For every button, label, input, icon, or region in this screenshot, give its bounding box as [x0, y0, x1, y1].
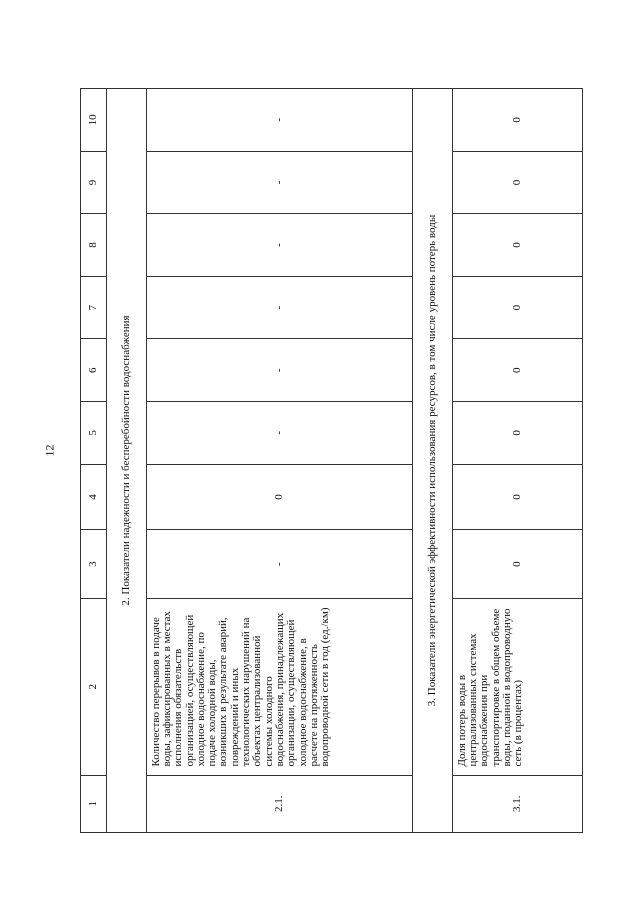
row-description: Количество перерывов в подаче воды, зафиксированных в местах исполнения обязательств организацией, осуществляющей холодное водоснабжение, по подаче холодной воды, возникших в результате аварий, повреждений и иных технологических нарушений на объектах централизованной системы холодного водоснабжения, принадлежащих организации, осуществляющей холодное водоснабжение, в расчете на протяженность водопроводной сети в год (ед./км)	[146, 599, 412, 776]
row-value: 0	[452, 339, 582, 402]
page-number: 12	[42, 444, 57, 457]
row-description: Доля потерь воды в централизованных системах водоснабжения при транспортировке в общем объеме воды, поданной в водопроводную сеть (в процентах)	[452, 599, 582, 776]
column-number-row	[81, 89, 107, 833]
row-value: 0	[452, 214, 582, 277]
row-value: 0	[452, 464, 582, 530]
row-value: -	[146, 402, 412, 465]
column-number: 6	[81, 339, 107, 402]
indicator-table-sheet	[80, 88, 583, 833]
indicator-table	[80, 88, 583, 833]
row-value: -	[146, 339, 412, 402]
column-number: 4	[81, 464, 107, 530]
table-row	[146, 89, 412, 833]
row-index: 2.1.	[146, 775, 412, 832]
row-value: -	[146, 276, 412, 339]
row-value: 0	[452, 276, 582, 339]
table-row	[452, 89, 582, 833]
column-number: 9	[81, 151, 107, 214]
row-value: 0	[146, 464, 412, 530]
column-number: 7	[81, 276, 107, 339]
column-number: 1	[81, 775, 107, 832]
row-value: -	[146, 89, 412, 152]
column-number: 2	[81, 599, 107, 776]
row-value: 0	[452, 530, 582, 599]
column-number: 3	[81, 530, 107, 599]
row-index: 3.1.	[452, 775, 582, 832]
row-value: -	[146, 530, 412, 599]
column-number: 5	[81, 402, 107, 465]
column-number: 10	[81, 89, 107, 152]
row-value: -	[146, 214, 412, 277]
section-title: 3. Показатели энергетической эффективности использования ресурсов, в том числе уровень потерь воды	[412, 89, 452, 833]
row-value: 0	[452, 402, 582, 465]
row-value: 0	[452, 89, 582, 152]
section-header-row	[106, 89, 146, 833]
section-title: 2. Показатели надежности и бесперебойности водоснабжения	[106, 89, 146, 833]
section-header-row	[412, 89, 452, 833]
row-value: 0	[452, 151, 582, 214]
row-value: -	[146, 151, 412, 214]
column-number: 8	[81, 214, 107, 277]
